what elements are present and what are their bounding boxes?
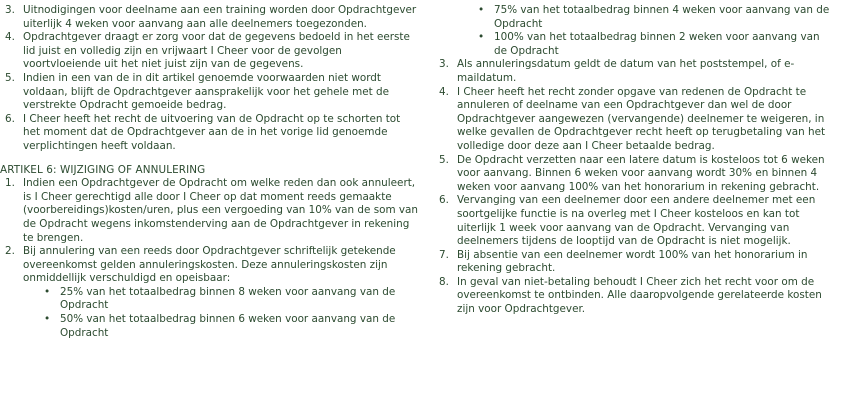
list-item [0, 31, 420, 72]
bullet-item [0, 313, 420, 340]
list-item [434, 154, 834, 195]
list-item [0, 72, 420, 113]
item-text: I Cheer heeft het recht de uitvoering van de Opdracht op te schorten tot het moment dat de Opdrachtgever aan de in het vorige lid genoemde verplichtingen heeft voldaan. [23, 112, 401, 152]
bullet-text: 50% van het totaalbedrag binnen 6 weken voor aanvang van de Opdracht [60, 313, 396, 339]
item-number: 3. [5, 4, 15, 16]
item-number: 5. [439, 153, 449, 166]
article-heading: ARTIKEL 6: WIJZIGING OF ANNULERING [0, 163, 206, 176]
list-item [0, 245, 420, 286]
bullet-item [0, 286, 420, 313]
list-item [434, 194, 834, 248]
item-number: 4. [5, 31, 15, 44]
item-text: Bij annulering van een reeds door Opdrachtgever schriftelijk getekende overeenkomst gelden annuleringskosten. Deze annuleringskosten zijn onmiddellijk verschuldigd en opeisbaar: [23, 245, 396, 285]
item-text: Opdrachtgever draagt er zorg voor dat de gegevens bedoeld in het eerste lid juist en volledig zijn en vrijwaart I Cheer voor de gevolgen voortvloeiende uit het niet juist zijn van de gegevens. [23, 31, 410, 71]
item-text: Als annuleringsdatum geldt de datum van het poststempel, of e-maildatum. [457, 58, 795, 84]
list-item [434, 276, 834, 317]
item-number: 6. [5, 112, 15, 125]
bullet-icon: • [44, 313, 51, 326]
bullet-text: 75% van het totaalbedrag binnen 4 weken voor aanvang van de Opdracht [494, 4, 830, 30]
item-number: 2. [5, 245, 15, 258]
bullet-item [434, 31, 834, 58]
bullet-icon: • [44, 285, 51, 298]
item-number: 1. [5, 177, 15, 190]
item-number: 3. [439, 58, 449, 71]
list-item [0, 177, 420, 245]
item-number: 5. [5, 71, 15, 84]
bullet-list [434, 4, 834, 58]
item-number: 6. [439, 194, 449, 207]
bullet-text: 100% van het totaalbedrag binnen 2 weken voor aanvang van de Opdracht [494, 31, 820, 57]
item-text: Uitnodigingen voor deelname aan een training worden door Opdrachtgever uiterlijk 4 weken voor aanvang aan alle deelnemers toegezonden. [23, 4, 417, 30]
bullet-text: 25% van het totaalbedrag binnen 8 weken voor aanvang van de Opdracht [60, 285, 396, 312]
bullet-icon: • [478, 4, 485, 16]
item-text: Indien een Opdrachtgever de Opdracht om welke reden dan ook annuleert, is I Cheer gerechtigd alle door I Cheer op dat moment reeds gemaakte (voorbereidings)kosten/uren, plus een vergoeding van 10% van de som van de Opdracht wegens inkomstenderving aan de Opdrachtgever in rekening te brengen. [23, 177, 419, 244]
bullet-list [0, 286, 420, 340]
item-text: De Opdracht verzetten naar een latere datum is kosteloos tot 6 weken voor aanvang. Binnen 6 weken voor aanvang wordt 30% en binnen 4 weken voor aanvang 100% van het honorarium in rekening gebracht. [457, 153, 825, 193]
item-text: Bij absentie van een deelnemer wordt 100% van het honorarium in rekening gebracht. [457, 248, 808, 275]
list-item [0, 4, 420, 31]
list-item [434, 86, 834, 154]
item-text: In geval van niet-betaling behoudt I Cheer zich het recht voor om de overeenkomst te ontbinden. Alle daaropvolgende gerelateerde kosten zijn voor Opdrachtgever. [457, 275, 822, 316]
right-column [434, 4, 834, 317]
list-item [0, 113, 420, 154]
item-text: Indien in een van de in dit artikel genoemde voorwaarden niet wordt voldaan, blijft de Opdrachtgever aansprakelijk voor het gehele met de verstrekte Opdracht gemoeide bedrag. [23, 71, 390, 112]
bullet-icon: • [478, 31, 485, 44]
list-item [434, 58, 834, 85]
item-text: Vervanging van een deelnemer door een andere deelnemer met een soortgelijke functie is na overleg met I Cheer kosteloos en kan tot uiterlijk 1 week voor aanvang van de Opdracht. Vervanging van deelnemers tijdens de looptijd van de Opdracht is niet mogelijk. [457, 194, 816, 248]
left-column [0, 4, 420, 340]
item-number: 4. [439, 85, 449, 98]
item-number: 7. [439, 248, 449, 261]
item-text: I Cheer heeft het recht zonder opgave van redenen de Opdracht te annuleren of deelname van een Opdrachtgever dan wel de door Opdrachtgever aangewezen (vervangende) deelnemer te weigeren, in welke gevallen de Opdrachtgever recht heeft op terugbetaling van het volledige door deze aan I Cheer betaalde bedrag. [457, 85, 826, 152]
list-item [434, 249, 834, 276]
bullet-item [434, 4, 834, 31]
item-number: 8. [439, 275, 449, 288]
